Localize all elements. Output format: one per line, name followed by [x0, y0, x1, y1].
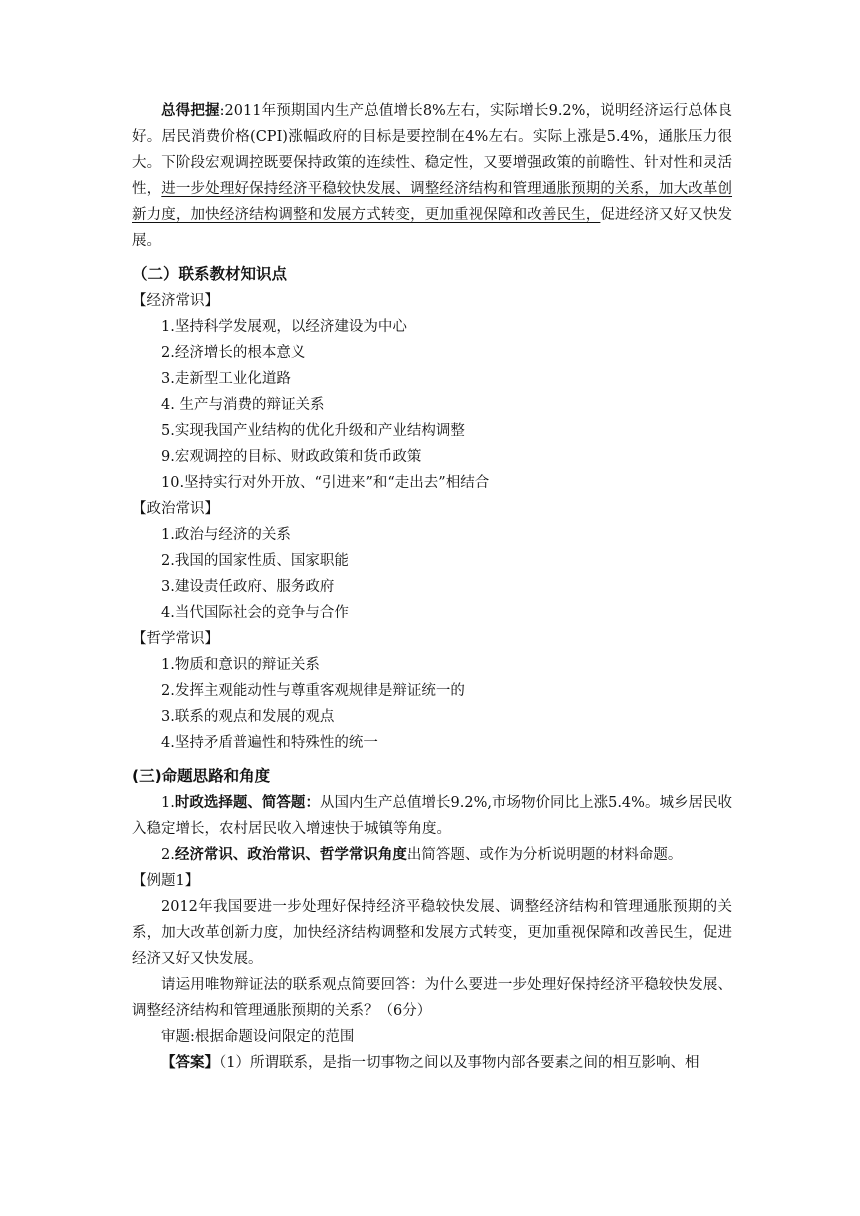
economics-item: 4. 生产与消费的辩证关系	[161, 397, 325, 413]
answer-text: （1）所谓联系，是指一切事物之间以及事物内部各要素之间的相互影响、相	[219, 1055, 700, 1071]
politics-item: 3.建设责任政府、服务政府	[161, 579, 335, 595]
document-body	[132, 98, 732, 1076]
politics-item: 4.当代国际社会的竞争与合作	[161, 605, 349, 621]
point-1-number: 1.	[161, 795, 175, 811]
politics-item: 2.我国的国家性质、国家职能	[161, 553, 349, 569]
economics-label: 【经济常识】	[132, 293, 219, 309]
summary-underlined-text: 进一步处理好保持经济平稳较快发展、调整经济结构和管理通胀预期的关系，加大改革创新力度，加快经济结构调整和发展方式转变，更加重视保障和改善民生，	[132, 181, 733, 223]
point-2-text: 出简答题、或作为分析说明题的材料命题。	[406, 847, 683, 863]
economics-item: 10.坚持实行对外开放、“引进来”和“走出去”相结合	[161, 475, 490, 491]
example-label: 【例题1】	[132, 873, 200, 889]
example-answer	[132, 1050, 732, 1076]
philosophy-label: 【哲学常识】	[132, 631, 219, 647]
summary-text-2: 促进经济又好又快发展。	[132, 207, 733, 249]
point-1-text: 从国内生产总值增长9.2%,市场物价同比上涨5.4%。城乡居民收入稳定增长，农村居民收入增速快于城镇等角度。	[132, 795, 732, 837]
politics-label: 【政治常识】	[132, 501, 219, 517]
answer-label: 【答案】	[161, 1055, 219, 1071]
example-question: 请运用唯物辩证法的联系观点简要回答：为什么要进一步处理好保持经济平稳较快发展、调整经济结构和管理通胀预期的关系？（6分）	[132, 977, 732, 1019]
philosophy-item: 1.物质和意识的辩证关系	[161, 657, 320, 673]
philosophy-item: 2.发挥主观能动性与尊重客观规律是辩证统一的	[161, 683, 465, 699]
proposition-point-2	[132, 842, 732, 868]
philosophy-item: 3.联系的观点和发展的观点	[161, 709, 335, 725]
economics-item: 1.坚持科学发展观，以经济建设为中心	[161, 319, 407, 335]
example-review: 审题:根据命题设问限定的范围	[161, 1029, 355, 1045]
example-material: 2012年我国要进一步处理好保持经济平稳较快发展、调整经济结构和管理通胀预期的关系，加大改革创新力度，加快经济结构调整和发展方式转变，更加重视保障和改善民生，促进经济又好又快发展。	[132, 899, 732, 967]
point-1-bold: 时政选择题、简答题：	[174, 795, 320, 811]
economics-item: 9.宏观调控的目标、财政政策和货币政策	[161, 449, 422, 465]
section-2-heading: （二）联系教材知识点	[132, 265, 288, 283]
point-2-bold: 经济常识、政治常识、哲学常识角度	[174, 847, 407, 863]
politics-item: 1.政治与经济的关系	[161, 527, 291, 543]
section-3-heading: (三)命题思路和角度	[132, 767, 271, 785]
economics-item: 2.经济增长的根本意义	[161, 345, 306, 361]
point-2-number: 2.	[161, 847, 175, 863]
summary-label: 总得把握	[161, 103, 220, 119]
proposition-point-1	[132, 790, 732, 842]
economics-item: 3.走新型工业化道路	[161, 371, 291, 387]
summary-text-1: :2011年预期国内生产总值增长8%左右，实际增长9.2%，说明经济运行总体良好。居民消费价格(CPI)涨幅政府的目标是要控制在4%左右。实际上涨是5.4%，通胀压力很大。下阶段宏观调控既要保持政策的连续性、稳定性，又要增强政策的前瞻性、针对性和灵活性，	[132, 103, 733, 197]
philosophy-item: 4.坚持矛盾普遍性和特殊性的统一	[161, 735, 378, 751]
economics-item: 5.实现我国产业结构的优化升级和产业结构调整	[161, 423, 465, 439]
summary-paragraph	[132, 98, 732, 254]
